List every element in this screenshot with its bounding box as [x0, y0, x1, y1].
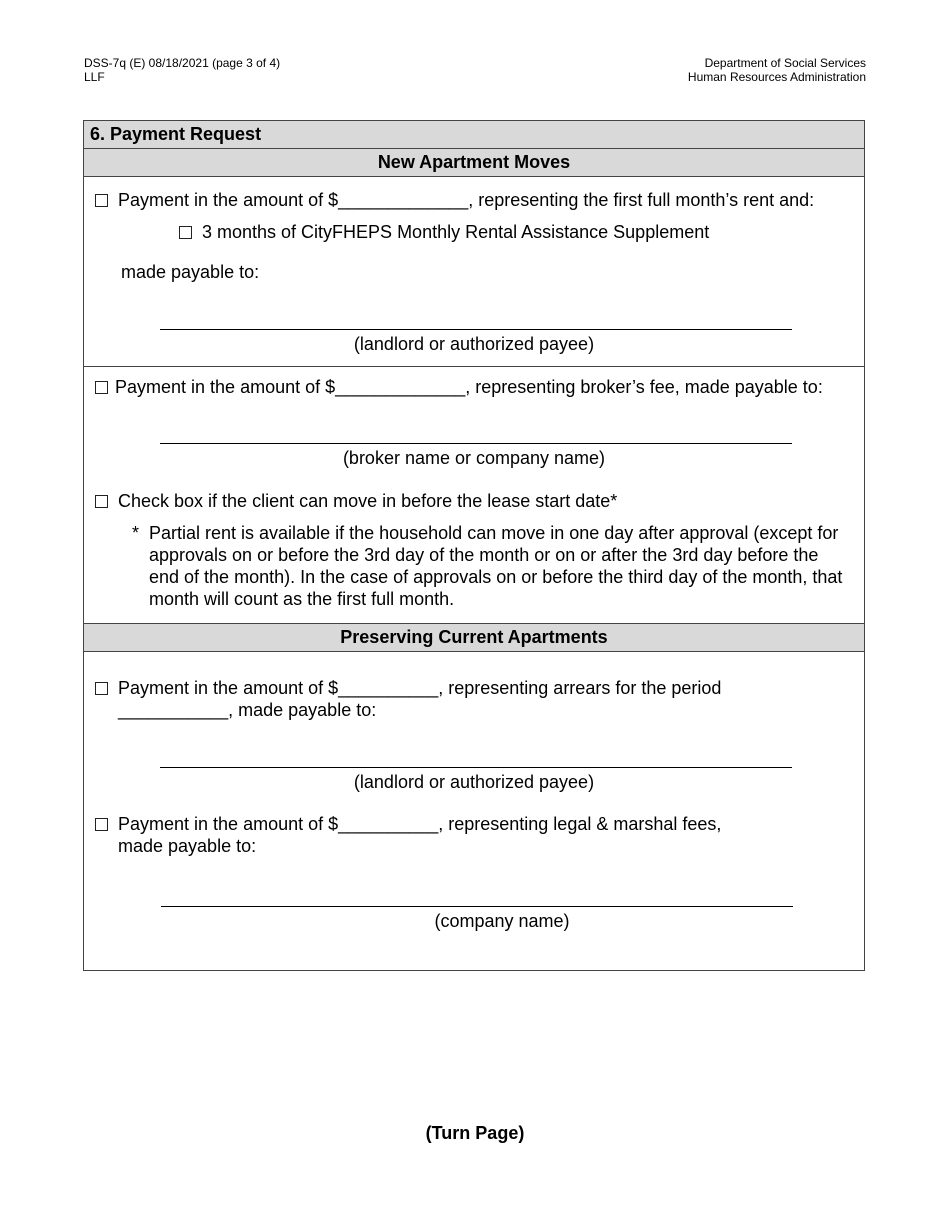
early-move-label: Check box if the client can move in before the lease start date*	[118, 491, 618, 511]
form-code: LLF	[84, 70, 105, 84]
administration-name: Human Resources Administration	[687, 70, 866, 84]
legal-fees-payable-label: made payable to:	[118, 836, 257, 856]
early-move-item	[95, 490, 617, 512]
preserving-apartments-heading: Preserving Current Apartments	[84, 624, 864, 652]
form-id-header	[84, 56, 280, 84]
broker-fee-section	[84, 367, 864, 624]
rent-payment-item	[95, 189, 814, 211]
company-caption: (company name)	[434, 911, 570, 931]
arrears-period-label: ___________, made payable to:	[118, 700, 377, 720]
payment-request-form	[83, 120, 865, 971]
payee-caption: (landlord or authorized payee)	[353, 334, 595, 354]
arrears-signature-line[interactable]	[160, 767, 792, 768]
broker-fee-checkbox[interactable]	[95, 381, 108, 394]
rent-payment-section	[84, 177, 864, 367]
preserving-section	[84, 652, 864, 969]
agency-header	[688, 56, 866, 84]
broker-caption: (broker name or company name)	[342, 448, 606, 468]
legal-fees-item	[95, 813, 721, 835]
footnote-text: Partial rent is available if the household can move in one day after approval (except for approvals on or before the 3rd day of the month or on or after the 3rd day before the end of the month). In the case of approvals on or before the third day of the month, that month will count as the first full month.	[149, 523, 843, 609]
broker-fee-label: Payment in the amount of $_____________, representing broker’s fee, made payable to:	[115, 377, 823, 397]
legal-fees-label: Payment in the amount of $__________, representing legal & marshal fees,	[118, 814, 722, 834]
supplement-label: 3 months of CityFHEPS Monthly Rental Assistance Supplement	[202, 222, 710, 242]
payee-signature-line[interactable]	[160, 329, 792, 330]
broker-signature-line[interactable]	[160, 443, 792, 444]
section-title: 6. Payment Request	[84, 121, 864, 149]
broker-fee-item	[95, 376, 823, 398]
rent-payment-label: Payment in the amount of $_____________, representing the first full month’s rent and:	[118, 190, 815, 210]
payable-to-label: made payable to:	[121, 262, 260, 282]
rent-payment-checkbox[interactable]	[95, 194, 108, 207]
footnote-star: *	[132, 523, 140, 543]
company-signature-line[interactable]	[161, 906, 793, 907]
legal-fees-checkbox[interactable]	[95, 818, 108, 831]
arrears-caption: (landlord or authorized payee)	[353, 772, 595, 792]
form-id: DSS-7q (E) 08/18/2021 (page 3 of 4)	[84, 56, 281, 70]
partial-rent-footnote	[132, 522, 852, 610]
arrears-checkbox[interactable]	[95, 682, 108, 695]
arrears-label: Payment in the amount of $__________, representing arrears for the period	[118, 678, 722, 698]
arrears-item	[95, 677, 721, 699]
supplement-item	[179, 221, 709, 243]
supplement-checkbox[interactable]	[179, 226, 192, 239]
department-name: Department of Social Services	[704, 56, 866, 70]
early-move-checkbox[interactable]	[95, 495, 108, 508]
turn-page-label: (Turn Page)	[425, 1123, 525, 1143]
new-apartment-moves-heading: New Apartment Moves	[84, 149, 864, 177]
